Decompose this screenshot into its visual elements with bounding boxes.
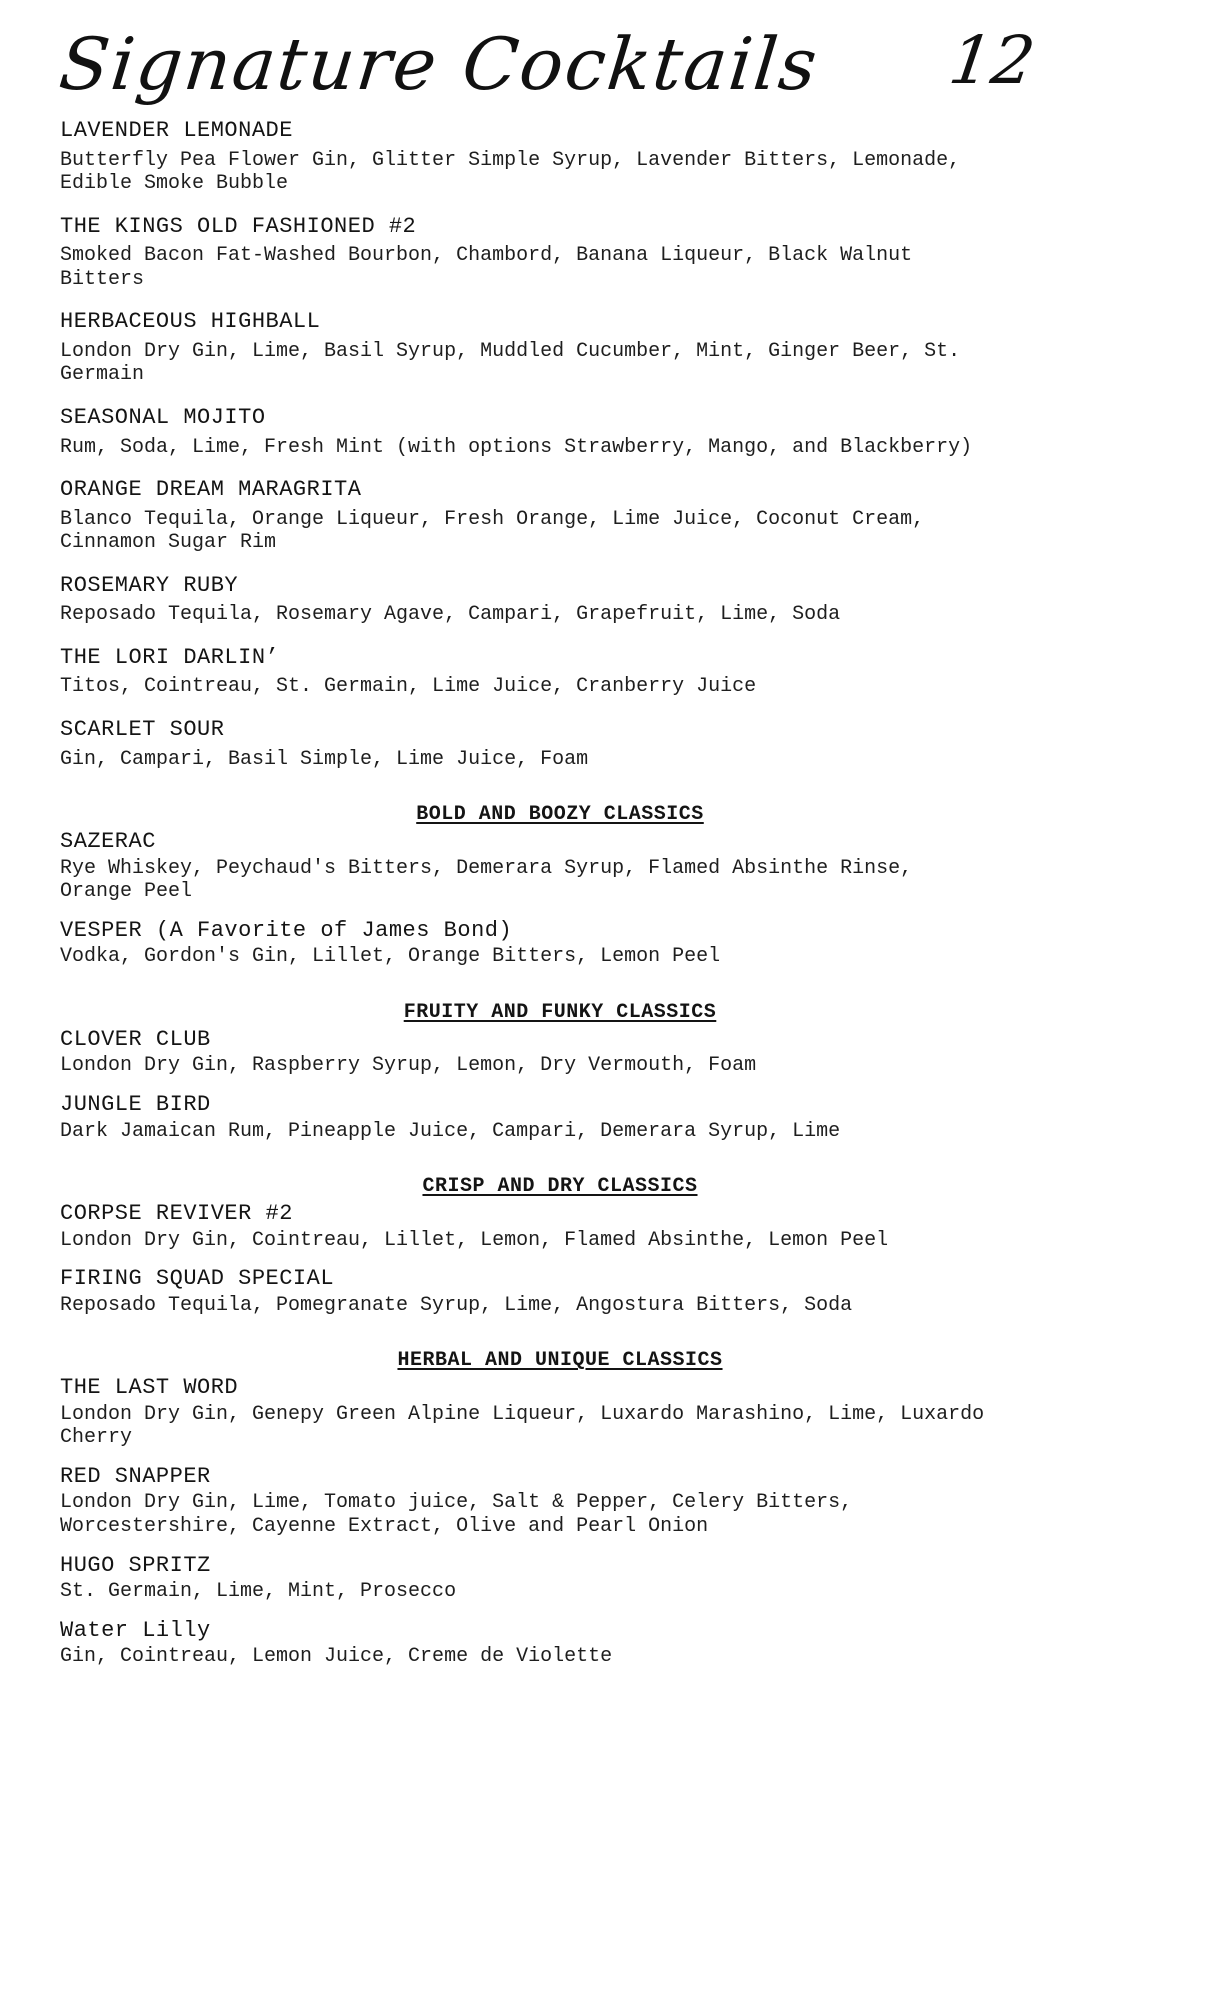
item-name: RED SNAPPER	[60, 1463, 211, 1489]
item-description: Dark Jamaican Rum, Pineapple Juice, Campari, Demerara Syrup, Lime	[60, 1119, 841, 1143]
section-heading: HERBAL AND UNIQUE CLASSICS	[397, 1349, 723, 1373]
item-name: ORANGE DREAM MARAGRITA	[60, 477, 362, 503]
item-name: CORPSE REVIVER #2	[60, 1201, 293, 1227]
menu-item	[60, 1265, 990, 1317]
item-description: London Dry Gin, Lime, Basil Syrup, Muddled Cucumber, Mint, Ginger Beer, St. Germain	[60, 339, 961, 387]
menu-content	[60, 117, 1060, 1669]
item-description: London Dry Gin, Lime, Tomato juice, Salt & Pepper, Celery Bitters, Worcestershire, Cayenne Extract, Olive and Pearl Onion	[60, 1491, 853, 1539]
item-name: FIRING SQUAD SPECIAL	[60, 1266, 335, 1292]
item-description: Smoked Bacon Fat-Washed Bourbon, Chambord, Banana Liqueur, Black Walnut Bitters	[60, 244, 913, 291]
item-name: ROSEMARY RUBY	[60, 572, 239, 598]
item-description: Blanco Tequila, Orange Liqueur, Fresh Orange, Lime Juice, Coconut Cream, Cinnamon Sugar Rim	[60, 507, 925, 555]
section-heading: BOLD AND BOOZY CLASSICS	[416, 803, 704, 827]
item-name: VESPER (A Favorite of James Bond)	[60, 917, 513, 943]
menu-item	[60, 117, 990, 196]
menu-item	[60, 572, 990, 627]
item-name: THE LAST WORD	[60, 1375, 239, 1401]
item-description: Gin, Campari, Basil Simple, Lime Juice, Foam	[60, 747, 589, 771]
item-name: THE LORI DARLIN’	[60, 644, 280, 670]
item-description: Gin, Cointreau, Lemon Juice, Creme de Violette	[60, 1645, 613, 1669]
section-bold-and-boozy-classics	[60, 803, 1060, 969]
item-name: CLOVER CLUB	[60, 1026, 211, 1052]
item-description: Rye Whiskey, Peychaud's Bitters, Demerara Syrup, Flamed Absinthe Rinse, Orange Peel	[60, 856, 913, 904]
item-name: JUNGLE BIRD	[60, 1092, 211, 1117]
menu-item	[60, 1091, 990, 1143]
page-title: Signature Cocktails	[55, 22, 823, 106]
item-description: Reposado Tequila, Pomegranate Syrup, Lime, Angostura Bitters, Soda	[60, 1293, 853, 1317]
menu-item	[60, 1374, 990, 1450]
menu-item	[60, 828, 990, 904]
menu-item	[60, 716, 990, 771]
item-description: London Dry Gin, Raspberry Syrup, Lemon, Dry Vermouth, Foam	[60, 1054, 757, 1078]
menu-item	[60, 917, 990, 969]
item-name: Water Lilly	[60, 1617, 211, 1643]
item-description: Vodka, Gordon's Gin, Lillet, Orange Bitters, Lemon Peel	[60, 945, 721, 969]
menu-item	[60, 476, 990, 555]
menu-item	[60, 213, 990, 292]
menu-item	[60, 1200, 990, 1252]
menu-item	[60, 308, 990, 387]
section-fruity-and-funky-classics	[60, 1001, 1060, 1143]
item-description: London Dry Gin, Genepy Green Alpine Liqueur, Luxardo Marashino, Lime, Luxardo Cherry	[60, 1402, 985, 1450]
item-name: HERBACEOUS HIGHBALL	[60, 309, 321, 335]
item-name: SCARLET SOUR	[60, 717, 225, 743]
menu-price: 12	[944, 22, 1040, 99]
section-heading: CRISP AND DRY CLASSICS	[422, 1175, 698, 1199]
item-name: LAVENDER LEMONADE	[60, 118, 293, 143]
menu-header	[55, 22, 1154, 106]
menu-item	[60, 1026, 990, 1078]
section-heading: FRUITY AND FUNKY CLASSICS	[403, 1000, 717, 1024]
item-name: SEASONAL MOJITO	[60, 405, 266, 431]
item-name: HUGO SPRITZ	[60, 1552, 211, 1578]
menu-item	[60, 1552, 990, 1604]
item-description: London Dry Gin, Cointreau, Lillet, Lemon, Flamed Absinthe, Lemon Peel	[60, 1228, 889, 1252]
menu-item	[60, 404, 990, 459]
item-name: THE KINGS OLD FASHIONED #2	[60, 213, 417, 239]
item-description: Titos, Cointreau, St. Germain, Lime Juice, Cranberry Juice	[60, 675, 757, 699]
item-description: St. Germain, Lime, Mint, Prosecco	[60, 1580, 457, 1604]
item-name: SAZERAC	[60, 829, 156, 855]
item-description: Butterfly Pea Flower Gin, Glitter Simple Syrup, Lavender Bitters, Lemonade, Edible Smoke Bubble	[60, 148, 961, 196]
menu-item	[60, 1463, 990, 1539]
section-herbal-and-unique-classics	[60, 1349, 1060, 1669]
item-description: Rum, Soda, Lime, Fresh Mint (with options Strawberry, Mango, and Blackberry)	[60, 435, 973, 459]
menu-item	[60, 644, 990, 699]
menu-item	[60, 1617, 990, 1669]
section-crisp-and-dry-classics	[60, 1175, 1060, 1317]
item-description: Reposado Tequila, Rosemary Agave, Campari, Grapefruit, Lime, Soda	[60, 603, 841, 627]
